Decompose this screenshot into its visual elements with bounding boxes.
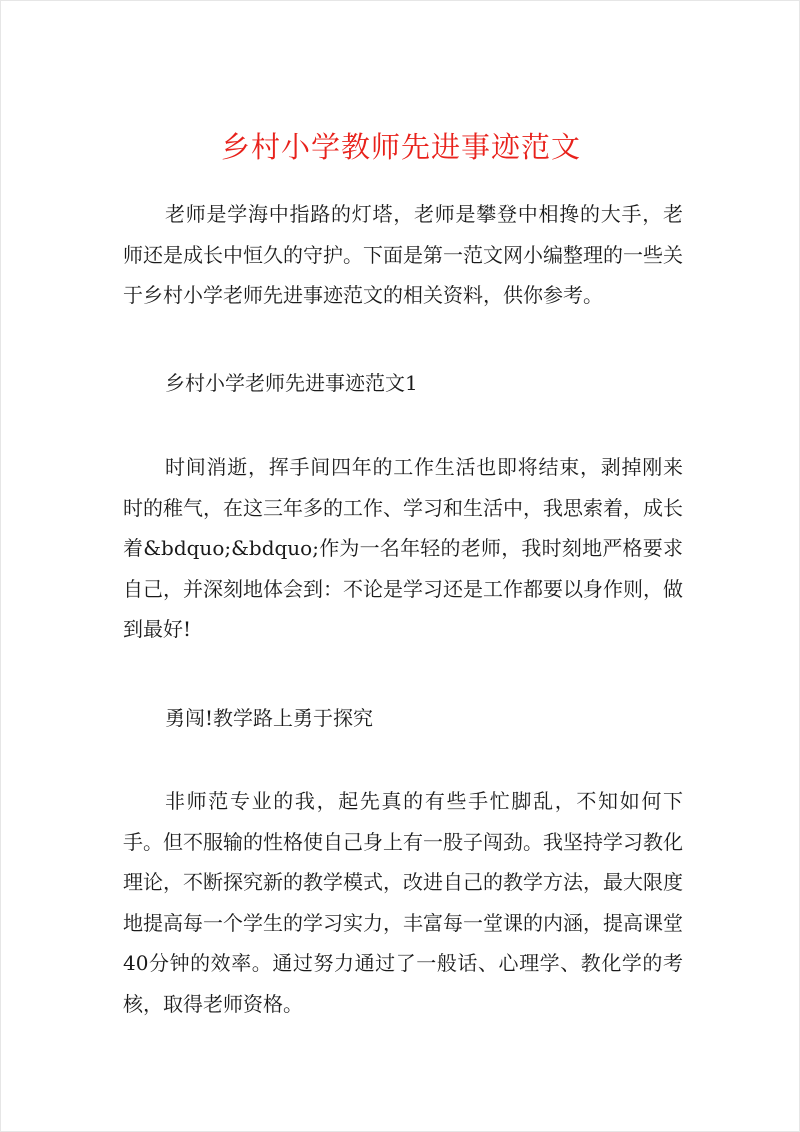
intro-paragraph: 老师是学海中指路的灯塔，老师是攀登中相搀的大手，老师还是成长中恒久的守护。下面是第一范文网小编整理的一些关于乡村小学老师先进事迹范文的相关资料，供你参考。 [123,202,683,308]
document-title: 乡村小学教师先进事迹范文 [220,130,581,164]
body-paragraph-1: 时间消逝，挥手间四年的工作生活也即将结束，剥掉刚来时的稚气，在这三年多的工作、学习和生活中，我思索着，成长着&bdquo;&bdquo;作为一名年轻的老师，我时刻地严格要求自己，并深刻地体会到：不论是学习还是工作都要以身作则，做到最好! [123,455,683,642]
subheading: 勇闯!教学路上勇于探究 [165,706,374,730]
section-heading: 乡村小学老师先进事迹范文1 [165,371,418,395]
body-paragraph-2: 非师范专业的我，起先真的有些手忙脚乱，不知如何下手。但不服输的性格使自己身上有一股子闯劲。我坚持学习教化理论，不断探究新的教学模式，改进自己的教学方法，最大限度地提高每一个学生的学习实力，丰富每一堂课的内涵，提高课堂40分钟的效率。通过努力通过了一般话、心理学、教化学的考核，取得老师资格。 [123,789,683,1016]
